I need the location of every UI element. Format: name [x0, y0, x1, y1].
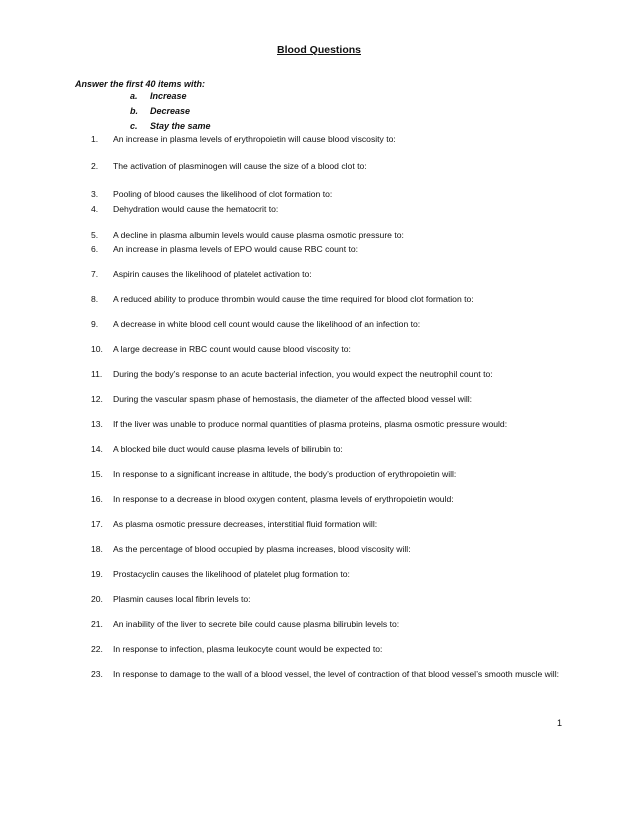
question-number: 3. — [91, 189, 99, 199]
question-number: 15. — [91, 469, 103, 479]
question-text: In response to a decrease in blood oxygen content, plasma levels of erythropoietin would: — [113, 494, 454, 504]
question-item — [91, 493, 561, 505]
question-item — [91, 468, 561, 480]
question-text: Aspirin causes the likelihood of platelet activation to: — [113, 269, 312, 279]
question-number: 23. — [91, 669, 103, 679]
question-text: A large decrease in RBC count would cause blood viscosity to: — [113, 344, 351, 354]
question-text: Plasmin causes local fibrin levels to: — [113, 594, 251, 604]
question-item — [91, 268, 561, 280]
question-number: 12. — [91, 394, 103, 404]
question-text: In response to damage to the wall of a blood vessel, the level of contraction of that blood vessel’s smooth muscle will: — [113, 669, 560, 679]
question-item — [91, 418, 561, 430]
answer-option — [130, 89, 211, 104]
question-item — [91, 518, 561, 530]
question-number: 13. — [91, 419, 103, 429]
option-label: Decrease — [150, 106, 191, 116]
question-number: 5. — [91, 230, 99, 240]
question-number: 14. — [91, 444, 103, 454]
question-number: 2. — [91, 161, 99, 171]
question-item — [91, 160, 561, 172]
question-number: 4. — [91, 204, 99, 214]
question-item — [91, 668, 561, 680]
option-label: Stay the same — [150, 121, 211, 131]
option-letter: c. — [130, 121, 138, 131]
question-text: An increase in plasma levels of erythropoietin will cause blood viscosity to: — [113, 134, 396, 144]
question-text: During the body’s response to an acute bacterial infection, you would expect the neutrophil count to: — [113, 369, 493, 379]
question-item — [91, 293, 561, 305]
question-text: Dehydration would cause the hematocrit to: — [113, 204, 279, 214]
question-item — [91, 243, 561, 255]
question-text: Pooling of blood causes the likelihood of clot formation to: — [113, 189, 333, 199]
question-number: 19. — [91, 569, 103, 579]
question-item — [91, 368, 561, 380]
question-text: A reduced ability to produce thrombin would cause the time required for blood clot formation to: — [113, 294, 474, 304]
question-text: In response to a significant increase in altitude, the body’s production of erythropoietin will: — [113, 469, 457, 479]
question-number: 16. — [91, 494, 103, 504]
question-item — [91, 543, 561, 555]
question-item — [91, 393, 561, 405]
question-number: 10. — [91, 344, 103, 354]
question-text: During the vascular spasm phase of hemostasis, the diameter of the affected blood vessel will: — [113, 394, 473, 404]
question-number: 7. — [91, 269, 99, 279]
question-text: As the percentage of blood occupied by plasma increases, blood viscosity will: — [113, 544, 411, 554]
question-number: 11. — [91, 369, 103, 379]
question-item — [91, 229, 561, 241]
question-number: 18. — [91, 544, 103, 554]
document-title: Blood Questions — [277, 44, 361, 56]
answer-options — [130, 89, 211, 134]
question-text: In response to infection, plasma leukocyte count would be expected to: — [113, 644, 383, 654]
question-item — [91, 568, 561, 580]
question-number: 20. — [91, 594, 103, 604]
question-item — [91, 188, 561, 200]
question-text: An inability of the liver to secrete bile could cause plasma bilirubin levels to: — [113, 619, 400, 629]
instructions: Answer the first 40 items with: — [75, 79, 206, 89]
question-item — [91, 343, 561, 355]
answer-option — [130, 119, 211, 134]
option-letter: b. — [130, 106, 138, 116]
answer-option — [130, 104, 211, 119]
question-text: A decline in plasma albumin levels would cause plasma osmotic pressure to: — [113, 230, 404, 240]
option-label: Increase — [150, 91, 187, 101]
question-text: A blocked bile duct would cause plasma levels of bilirubin to: — [113, 444, 343, 454]
question-number: 8. — [91, 294, 99, 304]
question-number: 17. — [91, 519, 103, 529]
question-number: 1. — [91, 134, 99, 144]
question-text: A decrease in white blood cell count would cause the likelihood of an infection to: — [113, 319, 421, 329]
question-number: 9. — [91, 319, 99, 329]
question-number: 22. — [91, 644, 103, 654]
question-text: If the liver was unable to produce normal quantities of plasma proteins, plasma osmotic pressure would: — [113, 419, 508, 429]
page-number: 1 — [557, 718, 563, 728]
question-text: As plasma osmotic pressure decreases, interstitial fluid formation will: — [113, 519, 378, 529]
question-text: The activation of plasminogen will cause the size of a blood clot to: — [113, 161, 367, 171]
option-letter: a. — [130, 91, 138, 101]
question-text: Prostacyclin causes the likelihood of platelet plug formation to: — [113, 569, 350, 579]
question-item — [91, 643, 561, 655]
question-item — [91, 618, 561, 630]
question-number: 6. — [91, 244, 99, 254]
question-item — [91, 318, 561, 330]
question-item — [91, 593, 561, 605]
question-item — [91, 203, 561, 215]
question-item — [91, 133, 561, 145]
question-number: 21. — [91, 619, 103, 629]
question-item — [91, 443, 561, 455]
question-text: An increase in plasma levels of EPO would cause RBC count to: — [113, 244, 359, 254]
